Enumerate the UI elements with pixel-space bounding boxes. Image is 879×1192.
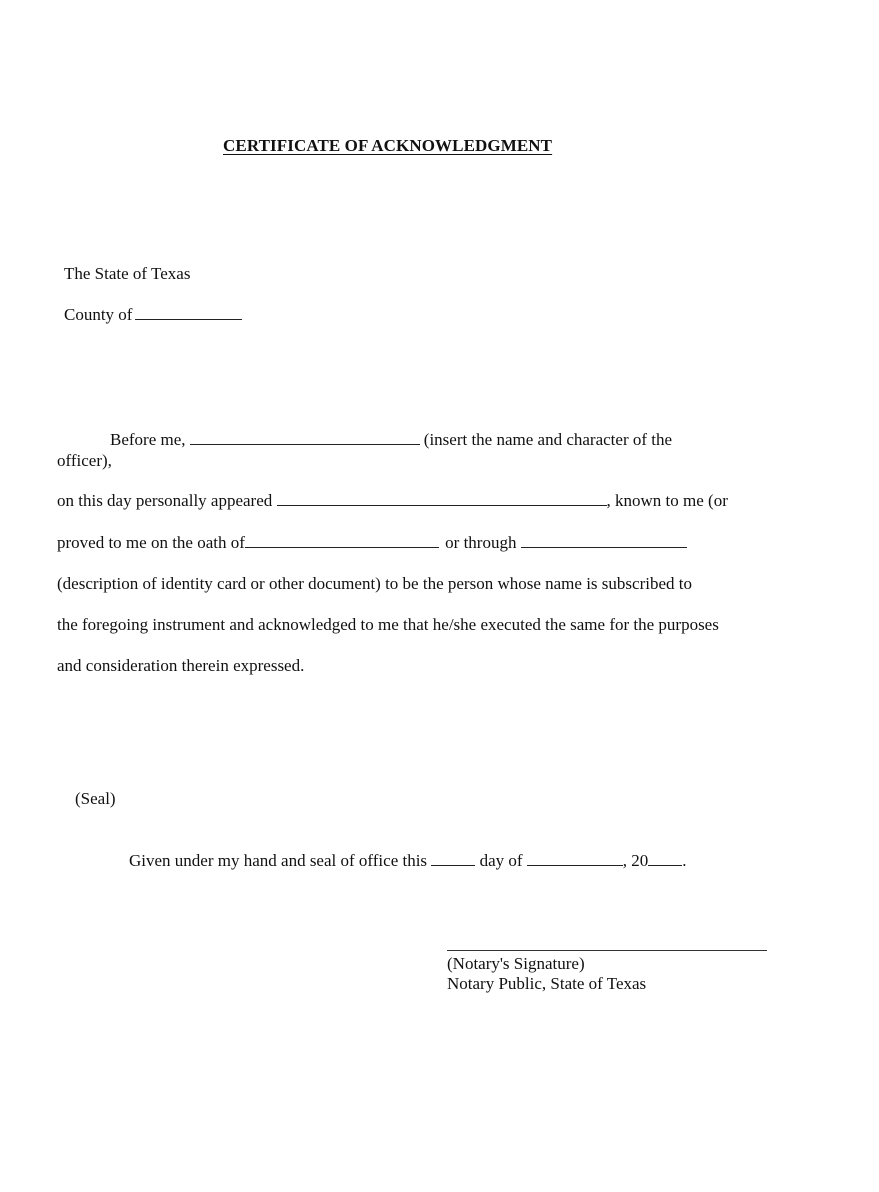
county-blank[interactable] <box>135 305 242 320</box>
before-me-text: Before me, <box>110 430 186 449</box>
county-label: County of <box>64 305 133 324</box>
paragraph-line-5: the foregoing instrument and acknowledged to me that he/she executed the same for the purposes <box>57 615 719 634</box>
officer-text: officer), <box>57 451 112 470</box>
identity-document-blank[interactable] <box>521 533 687 548</box>
oath-of-text: proved to me on the oath of <box>57 533 245 552</box>
day-blank[interactable] <box>431 851 475 866</box>
year-blank[interactable] <box>648 851 682 866</box>
personally-appeared-text: on this day personally appeared <box>57 491 273 510</box>
oath-name-blank[interactable] <box>245 533 439 548</box>
given-under-text: Given under my hand and seal of office this <box>129 851 428 870</box>
paragraph-line-3 <box>57 533 687 553</box>
insert-name-text: (insert the name and character of the <box>423 430 673 449</box>
year-prefix-text: , 20 <box>622 851 649 870</box>
paragraph-line-6: and consideration therein expressed. <box>57 656 305 675</box>
state-line: The State of Texas <box>64 264 191 283</box>
notary-signature-caption: (Notary's Signature) <box>447 954 585 973</box>
county-line <box>64 305 242 325</box>
period-text: . <box>682 851 687 870</box>
notary-public-caption: Notary Public, State of Texas <box>447 974 647 993</box>
seal-label: (Seal) <box>75 789 116 808</box>
month-blank[interactable] <box>527 851 623 866</box>
day-of-text: day of <box>479 851 523 870</box>
document-title: CERTIFICATE OF ACKNOWLEDGMENT <box>223 136 553 155</box>
appeared-name-blank[interactable] <box>277 491 607 506</box>
or-through-text: or through <box>445 533 517 552</box>
paragraph-line-2 <box>57 491 728 511</box>
signature-line[interactable] <box>447 950 767 951</box>
paragraph-line-1 <box>110 430 672 450</box>
given-under-line <box>129 851 687 871</box>
known-to-me-text: , known to me (or <box>606 491 728 510</box>
paragraph-line-4: (description of identity card or other document) to be the person whose name is subscribed to <box>57 574 692 593</box>
officer-name-blank[interactable] <box>190 430 420 445</box>
